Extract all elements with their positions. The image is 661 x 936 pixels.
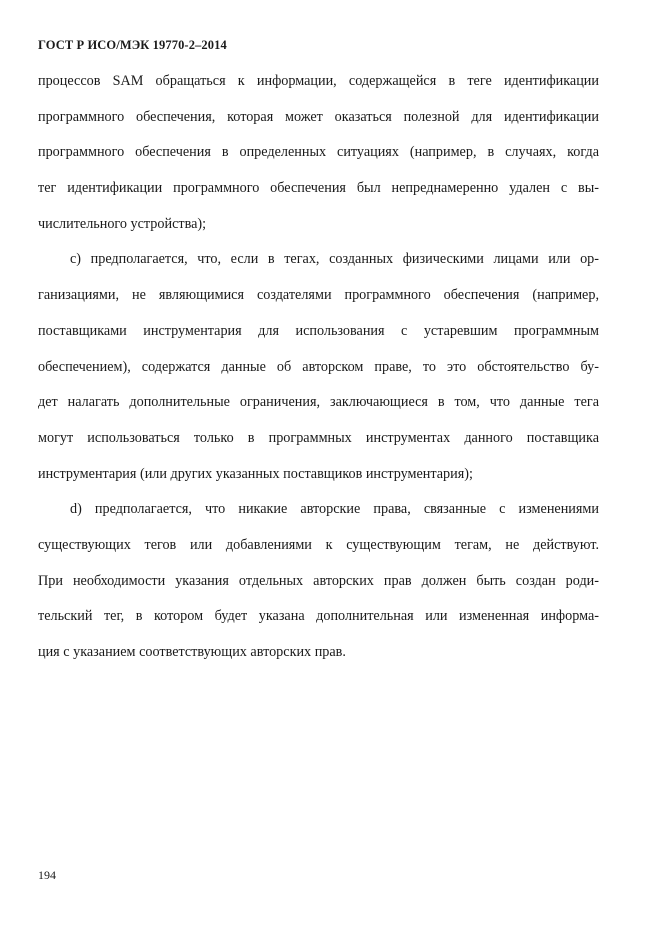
text-line: числительного устройства); [38, 215, 207, 232]
text-line: тельский тег, в котором будет указана дополнительная или измененная информа- [38, 608, 599, 625]
text-line: тег идентификации программного обеспечения был непреднамеренно удален с вы- [38, 180, 599, 197]
text-line: процессов SAM обращаться к информации, содержащейся в теге идентификации [38, 73, 599, 89]
text-line: c) предполагается, что, если в тегах, созданных физическими лицами или ор- [70, 251, 599, 268]
text-line: поставщиками инструментария для использования с устаревшим программным [38, 322, 599, 339]
page-number: 194 [38, 868, 56, 882]
text-line: существующих тегов или добавлениями к существующим тегам, не действуют. [38, 536, 599, 553]
text-line: могут использоваться только в программных инструментах данного поставщика [38, 429, 599, 446]
document-header: ГОСТ Р ИСО/МЭК 19770-2–2014 [38, 38, 227, 52]
text-line: ция с указанием соответствующих авторских прав. [38, 644, 346, 660]
text-line: программного обеспечения в определенных ситуациях (например, в случаях, когда [38, 144, 599, 161]
text-line: d) предполагается, что никакие авторские права, связанные с изменениями [70, 501, 599, 518]
text-line: При необходимости указания отдельных авторских прав должен быть создан роди- [38, 572, 599, 589]
text-line: инструментария (или других указанных поставщиков инструментария); [38, 465, 473, 482]
text-line: обеспечением), содержатся данные об авторском праве, то это обстоятельство бу- [38, 358, 599, 375]
text-line: дет налагать дополнительные ограничения, заключающиеся в том, что данные тега [38, 394, 599, 411]
text-line: ганизациями, не являющимися создателями программного обеспечения (например, [38, 287, 599, 304]
text-line: программного обеспечения, которая может оказаться полезной для идентификации [38, 108, 599, 125]
document-body [38, 64, 599, 671]
